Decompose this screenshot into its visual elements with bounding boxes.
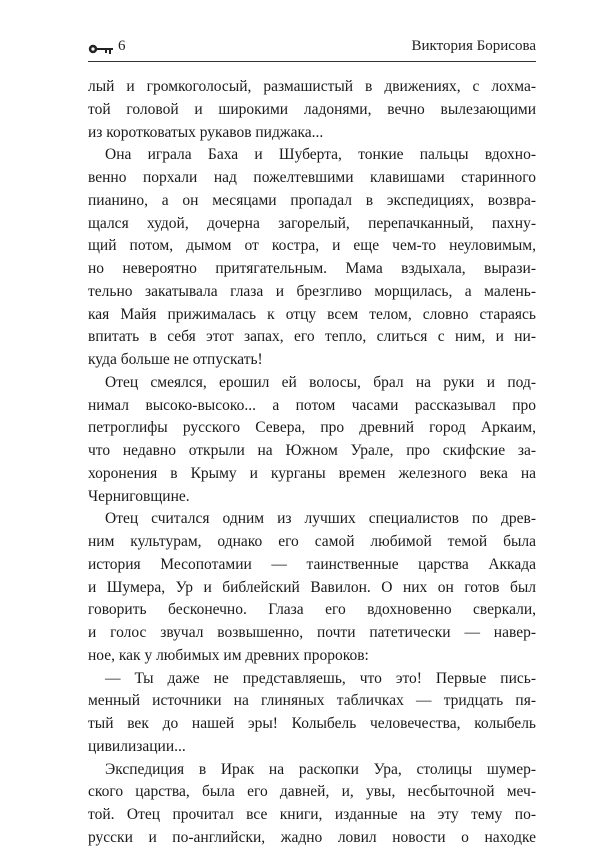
key-ornament-icon — [88, 42, 114, 56]
text-line: щий потом, дымом от костра, и еще чем-то неуловимым, — [88, 237, 536, 255]
page-number: 6 — [118, 38, 126, 54]
text-line: кая Майя прижималась к отцу всем телом, словно стараясь — [88, 305, 536, 323]
text-line: Отец смеялся, ерошил ей волосы, брал на руки и под- — [105, 373, 536, 391]
running-header — [88, 36, 536, 62]
text-line: Она играла Баха и Шуберта, тонкие пальцы вдохно- — [105, 146, 536, 164]
text-line: из коротковатых рукавов пиджака... — [88, 123, 324, 141]
text-line: хоронения в Крыму и курганы времен железного века на — [88, 464, 536, 482]
text-line: той. Отец прочитал все книги, изданные на эту тему по- — [88, 806, 536, 823]
text-line: тельно закатывала глаза и брезгливо морщилась, а малень- — [88, 282, 536, 300]
text-line: впитать в себя этот запах, его тепло, слиться с ним, и ни- — [88, 328, 536, 346]
text-line: пианино, а он месяцами пропадал в экспедициях, возвра- — [88, 191, 536, 209]
text-line: лый и громкоголосый, размашистый в движениях, с лохма- — [88, 78, 536, 95]
text-line: Экспедиция в Ирак на раскопки Ура, столицы шумер- — [105, 760, 536, 778]
text-line: куда больше не отпускать! — [88, 351, 263, 368]
text-line: цивилизации... — [88, 737, 186, 755]
header-rule — [88, 61, 536, 62]
text-line: и голос звучал возвышенно, почти патетически — навер- — [88, 624, 536, 641]
body-text — [88, 76, 536, 850]
text-line: Отец считался одним из лучших специалистов по древ- — [105, 510, 536, 528]
text-line: щался худой, дочерна загорелый, перепачканный, пахну- — [88, 214, 536, 232]
text-line: ского царства, была его давней, и, увы, несбыточной меч- — [88, 783, 536, 801]
text-line: говорить бесконечно. Глаза его вдохновенно сверкали, — [88, 601, 536, 619]
text-line: петроглифы русского Севера, про древний город Аркаим, — [88, 419, 536, 437]
text-line: и Шумера, Ур и библейский Вавилон. О них он готов был — [88, 578, 536, 596]
text-line: что недавно открыли на Южном Урале, про скифские за- — [88, 442, 536, 459]
text-line: тый век до нашей эры! Колыбель человечества, колыбель — [88, 715, 536, 732]
text-line: — Ты даже не представляешь, что это! Первые пись- — [105, 669, 536, 687]
text-line: ним культурам, однако его самой любимой темой была — [88, 533, 536, 550]
text-line: история Месопотамии — таинственные царства Аккада — [88, 555, 536, 573]
running-head-author: Виктория Борисова — [411, 38, 536, 54]
text-line: ное, как у любимых им древних пророков: — [88, 646, 369, 664]
text-line: русски и по-английски, жадно ловил новости о находке — [88, 828, 536, 846]
text-line: той головой и широкими ладонями, вечно вылезающими — [88, 100, 536, 118]
text-line: менный источники на глиняных табличках — тридцать пя- — [88, 692, 536, 710]
text-line: Черниговщине. — [88, 487, 190, 505]
text-line: нимал высоко-высоко... а потом часами рассказывал про — [88, 396, 536, 414]
text-line: но невероятно притягательным. Мама вздыхала, вырази- — [88, 260, 536, 277]
text-line: венно порхали над пожелтевшими клавишами старинного — [88, 169, 536, 186]
